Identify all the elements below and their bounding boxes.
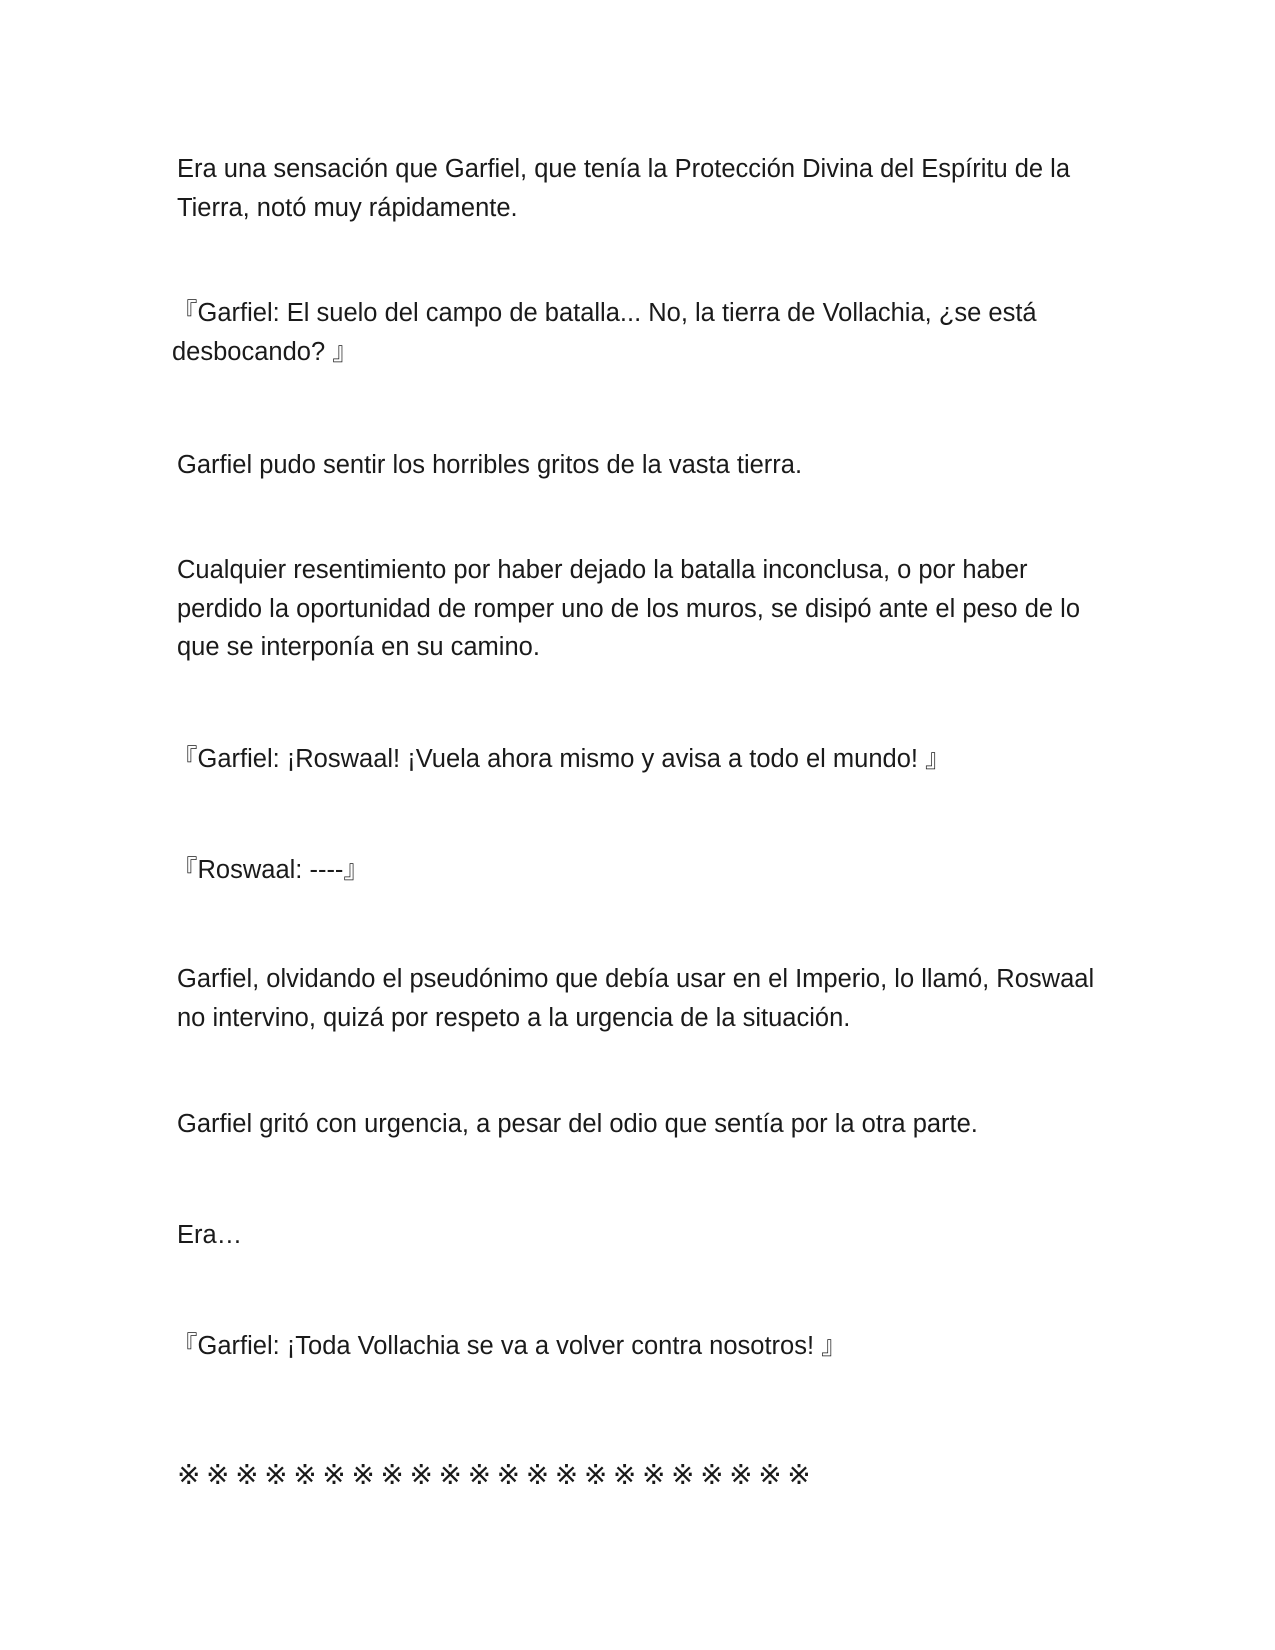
paragraph-screams: Garfiel pudo sentir los horribles gritos de la vasta tierra.: [177, 451, 803, 479]
dialogue-garfiel-ground: 『Garfiel: El suelo del campo de batalla... No, la tierra de Vollachia, ¿se está desbocando? 』: [172, 299, 1037, 366]
scene-separator: ※※※※※※※※※※※※※※※※※※※※※※: [177, 1458, 817, 1491]
dialogue-garfiel-roswaal: 『Garfiel: ¡Roswaal! ¡Vuela ahora mismo y avisa a todo el mundo! 』: [172, 745, 951, 773]
dialogue-garfiel-vollachia: 『Garfiel: ¡Toda Vollachia se va a volver contra nosotros! 』: [172, 1332, 847, 1360]
paragraph-shout: Garfiel gritó con urgencia, a pesar del odio que sentía por la otra parte.: [177, 1110, 978, 1138]
paragraph-pseudonym: Garfiel, olvidando el pseudónimo que debía usar en el Imperio, lo llamó, Roswaal no intervino, quizá por respeto a la urgencia de la situación.: [177, 965, 1095, 1032]
paragraph-resentment: Cualquier resentimiento por haber dejado la batalla inconclusa, o por haber perdido la oportunidad de romper uno de los muros, se disipó ante el peso de lo que se interponía en su camino.: [177, 556, 1080, 661]
paragraph-earth-sensation: Era una sensación que Garfiel, que tenía la Protección Divina del Espíritu de la Tierra, notó muy rápidamente.: [177, 155, 1071, 222]
paragraph-era: Era…: [177, 1221, 243, 1249]
dialogue-roswaal: 『Roswaal: ----』: [172, 856, 369, 884]
